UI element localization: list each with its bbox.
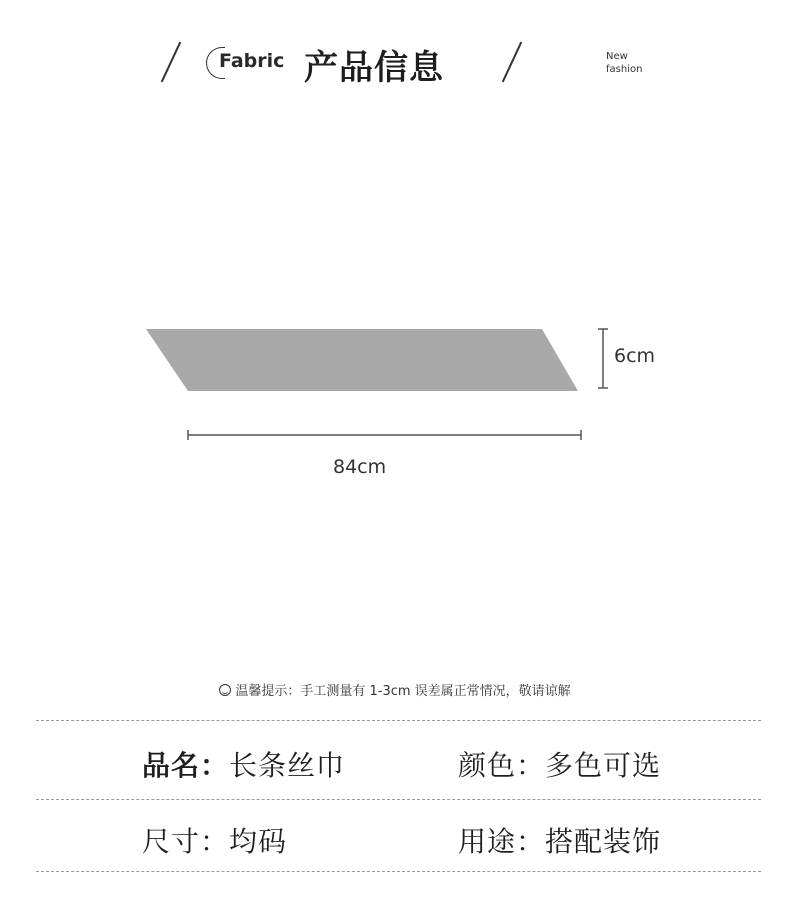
new-fashion-line-1: New <box>606 51 628 62</box>
divider-middle <box>36 799 761 800</box>
spec-usage-sep: ： <box>516 825 546 858</box>
spec-size-sep: ： <box>200 825 230 858</box>
new-fashion-line-2: fashion <box>606 64 643 75</box>
spec-usage <box>458 820 661 860</box>
spec-color-sep: ： <box>516 749 546 782</box>
width-dimension-line <box>188 430 581 440</box>
spec-size-key: 尺寸 <box>142 825 201 858</box>
spec-size <box>142 820 287 860</box>
divider-bottom <box>36 871 761 872</box>
spec-usage-key: 用途 <box>458 825 517 858</box>
spec-color <box>458 744 661 784</box>
measurement-note-text: 温馨提示：手工测量有 1-3cm 误差属正常情况，敬请谅解 <box>235 684 571 699</box>
spec-name <box>142 744 345 784</box>
scarf-shape <box>146 329 578 391</box>
spec-name-key: 品名 <box>142 749 201 782</box>
spec-color-value: 多色可选 <box>545 749 662 782</box>
spec-name-value: 长条丝巾 <box>229 749 346 782</box>
spec-color-key: 颜色 <box>458 749 517 782</box>
smiley-icon <box>219 684 231 696</box>
fabric-label: Fabric <box>219 50 285 72</box>
height-label: 6cm <box>614 345 656 367</box>
width-label: 84cm <box>333 456 387 478</box>
measurement-note <box>0 680 790 699</box>
page-title: 产品信息 <box>304 48 444 88</box>
spec-usage-value: 搭配装饰 <box>545 825 662 858</box>
spec-name-sep: ： <box>200 749 230 782</box>
spec-size-value: 均码 <box>229 825 288 858</box>
divider-top <box>36 720 761 721</box>
height-dimension-line <box>598 329 608 388</box>
